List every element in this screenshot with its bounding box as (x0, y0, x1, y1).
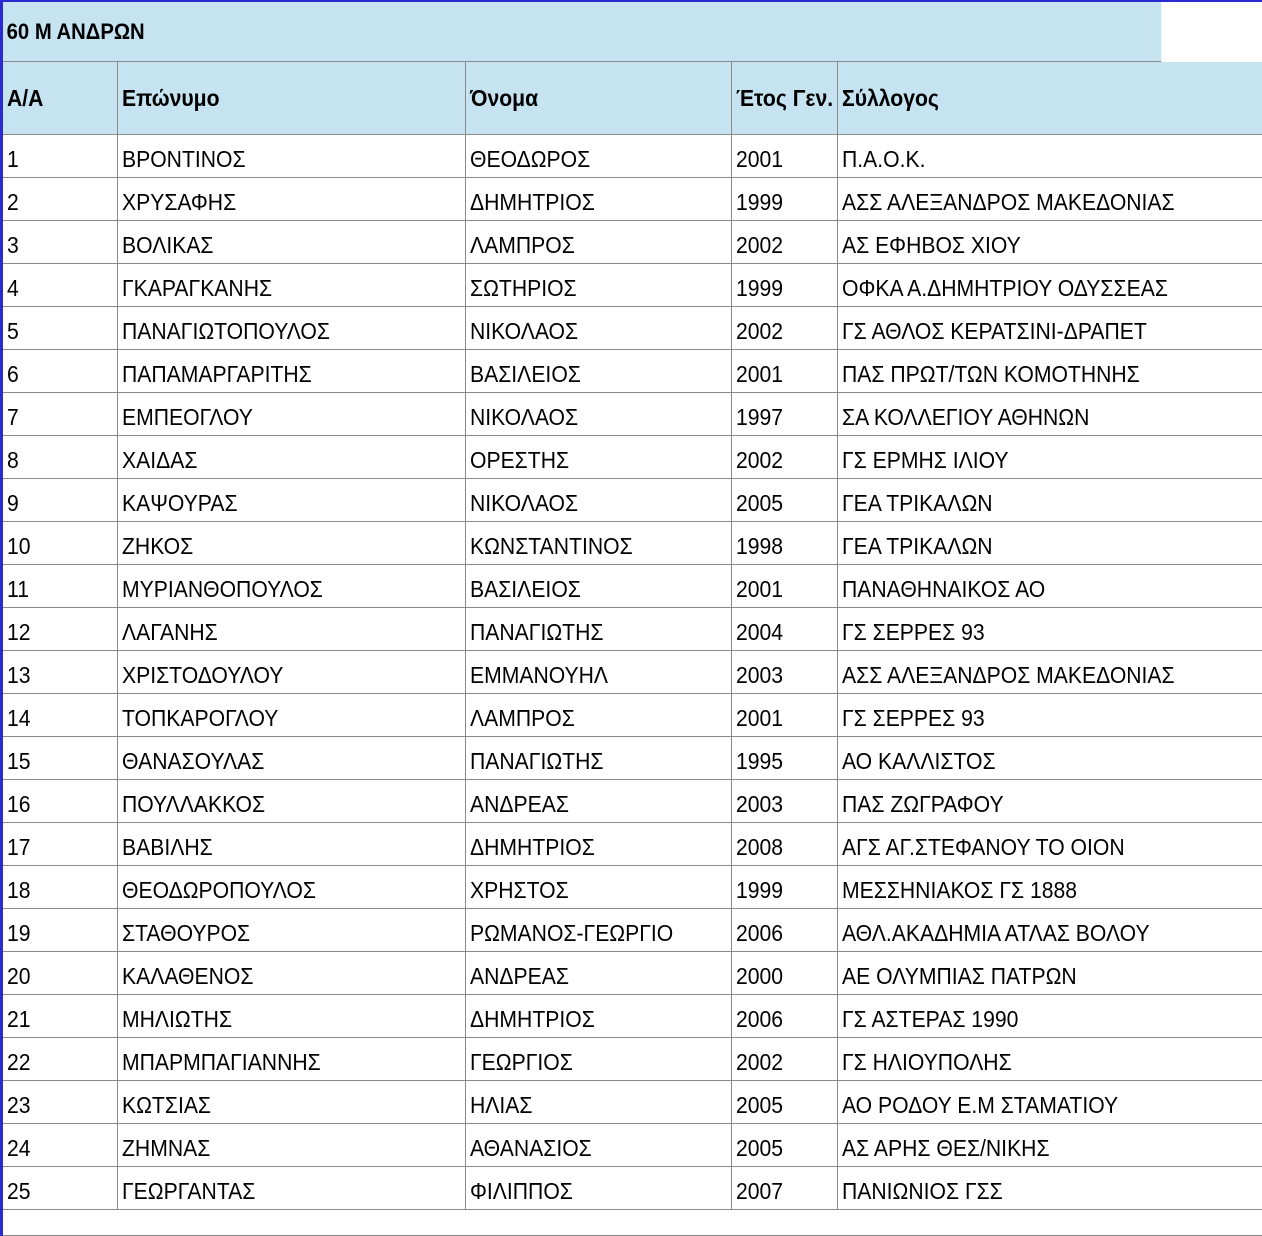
cell-club[interactable]: ΓΣ ΑΣΤΕΡΑΣ 1990 (837, 995, 1262, 1038)
table-row (3, 1038, 1262, 1081)
table-row (3, 995, 1262, 1038)
cell-aa[interactable]: 12 (3, 608, 117, 651)
table-row (3, 952, 1262, 995)
cell-year[interactable]: 2002 (731, 1038, 837, 1081)
cell-club[interactable]: ΑΣΣ ΑΛΕΞΑΝΔΡΟΣ ΜΑΚΕΔΟΝΙΑΣ (837, 651, 1262, 694)
cell-surname[interactable]: ΘΕΟΔΩΡΟΠΟΥΛΟΣ (117, 866, 465, 909)
cell-name[interactable]: ΓΕΩΡΓΙΟΣ (465, 1038, 731, 1081)
table-row (3, 522, 1262, 565)
cell-name[interactable]: ΝΙΚΟΛΑΟΣ (465, 307, 731, 350)
column-header-name[interactable]: Όνομα (465, 62, 731, 135)
cell-aa[interactable]: 11 (3, 565, 117, 608)
cell-aa[interactable]: 25 (3, 1167, 117, 1210)
cell-club[interactable]: ΓΣ ΕΡΜΗΣ ΙΛΙΟΥ (837, 436, 1262, 479)
cell-surname[interactable]: ΜΗΛΙΩΤΗΣ (117, 995, 465, 1038)
cell-club[interactable]: ΠΑΣ ΠΡΩΤ/ΤΩΝ ΚΟΜΟΤΗΝΗΣ (837, 350, 1262, 393)
column-header-club[interactable]: Σύλλογος (837, 62, 1262, 135)
cell-surname[interactable]: ΧΑΙΔΑΣ (117, 436, 465, 479)
header-row (3, 62, 1262, 135)
cell-club[interactable]: ΓΣ ΗΛΙΟΥΠΟΛΗΣ (837, 1038, 1262, 1081)
cell-name[interactable]: ΝΙΚΟΛΑΟΣ (465, 393, 731, 436)
cell-year[interactable]: 2008 (731, 823, 837, 866)
cell-name[interactable]: ΘΕΟΔΩΡΟΣ (465, 135, 731, 178)
cell-surname[interactable]: ΖΗΜΝΑΣ (117, 1124, 465, 1167)
table-row (3, 608, 1262, 651)
cell-surname[interactable]: ΠΟΥΛΛΑΚΚΟΣ (117, 780, 465, 823)
cell-aa[interactable]: 10 (3, 522, 117, 565)
cell-name[interactable]: ΠΑΝΑΓΙΩΤΗΣ (465, 608, 731, 651)
cell-aa[interactable]: 23 (3, 1081, 117, 1124)
cell-club[interactable]: ΑΣΣ ΑΛΕΞΑΝΔΡΟΣ ΜΑΚΕΔΟΝΙΑΣ (837, 178, 1262, 221)
cell-surname[interactable]: ΤΟΠΚΑΡΟΓΛΟΥ (117, 694, 465, 737)
cell-surname[interactable]: ΒΟΛΙΚΑΣ (117, 221, 465, 264)
cell-year[interactable]: 2003 (731, 651, 837, 694)
table-row (3, 307, 1262, 350)
cell-surname[interactable]: ΧΡΙΣΤΟΔΟΥΛΟΥ (117, 651, 465, 694)
cell-club[interactable]: ΑΟ ΚΑΛΛΙΣΤΟΣ (837, 737, 1262, 780)
cell-year[interactable]: 2002 (731, 436, 837, 479)
cell-surname[interactable]: ΜΠΑΡΜΠΑΓΙΑΝΝΗΣ (117, 1038, 465, 1081)
table-row (3, 565, 1262, 608)
cell-club[interactable]: ΓΕΑ ΤΡΙΚΑΛΩΝ (837, 522, 1262, 565)
cell-year[interactable]: 2002 (731, 221, 837, 264)
cell-aa[interactable]: 8 (3, 436, 117, 479)
cell-club[interactable]: ΓΣ ΑΘΛΟΣ ΚΕΡΑΤΣΙΝΙ-ΔΡΑΠΕΤ (837, 307, 1262, 350)
cell-name[interactable]: ΑΘΑΝΑΣΙΟΣ (465, 1124, 731, 1167)
cell-aa[interactable]: 13 (3, 651, 117, 694)
cell-aa[interactable]: 16 (3, 780, 117, 823)
cell-aa[interactable]: 14 (3, 694, 117, 737)
cell-club[interactable]: ΑΣ ΑΡΗΣ ΘΕΣ/ΝΙΚΗΣ (837, 1124, 1262, 1167)
cell-year[interactable]: 2004 (731, 608, 837, 651)
cell-club[interactable]: ΣΑ ΚΟΛΛΕΓΙΟΥ ΑΘΗΝΩΝ (837, 393, 1262, 436)
cell-aa[interactable]: 3 (3, 221, 117, 264)
cell-club[interactable]: ΑΕ ΟΛΥΜΠΙΑΣ ΠΑΤΡΩΝ (837, 952, 1262, 995)
cell-surname[interactable]: ΚΑΨΟΥΡΑΣ (117, 479, 465, 522)
table-row (3, 651, 1262, 694)
cell-year[interactable]: 2003 (731, 780, 837, 823)
cell-surname[interactable]: ΓΚΑΡΑΓΚΑΝΗΣ (117, 264, 465, 307)
table-row (3, 909, 1262, 952)
cell-aa[interactable]: 20 (3, 952, 117, 995)
cell-name[interactable]: ΣΩΤΗΡΙΟΣ (465, 264, 731, 307)
cell-club[interactable]: ΓΕΑ ΤΡΙΚΑΛΩΝ (837, 479, 1262, 522)
cell-year[interactable]: 2001 (731, 565, 837, 608)
table-row (3, 694, 1262, 737)
cell-year[interactable]: 1997 (731, 393, 837, 436)
cell-club[interactable]: ΟΦΚΑ Α.ΔΗΜΗΤΡΙΟΥ ΟΔΥΣΣΕΑΣ (837, 264, 1262, 307)
cell-club[interactable]: Π.Α.Ο.Κ. (837, 135, 1262, 178)
cell-club[interactable]: ΑΓΣ ΑΓ.ΣΤΕΦΑΝΟΥ ΤΟ ΟΙΟΝ (837, 823, 1262, 866)
table-row (3, 135, 1262, 178)
cell-surname[interactable]: ΚΑΛΑΘΕΝΟΣ (117, 952, 465, 995)
cell-name[interactable]: ΕΜΜΑΝΟΥΗΛ (465, 651, 731, 694)
cell-year[interactable]: 1999 (731, 264, 837, 307)
cell-club[interactable]: ΠΑΣ ΖΩΓΡΑΦΟΥ (837, 780, 1262, 823)
cell-aa[interactable]: 9 (3, 479, 117, 522)
cell-club[interactable]: ΜΕΣΣΗΝΙΑΚΟΣ ΓΣ 1888 (837, 866, 1262, 909)
table-row (3, 479, 1262, 522)
table-row (3, 393, 1262, 436)
cell-aa[interactable]: 2 (3, 178, 117, 221)
cell-name[interactable]: ΚΩΝΣΤΑΝΤΙΝΟΣ (465, 522, 731, 565)
cell-name[interactable]: ΛΑΜΠΡΟΣ (465, 694, 731, 737)
cell-year[interactable]: 1998 (731, 522, 837, 565)
cell-name[interactable]: ΑΝΔΡΕΑΣ (465, 780, 731, 823)
cell-name[interactable]: ΧΡΗΣΤΟΣ (465, 866, 731, 909)
table-row (3, 1124, 1262, 1167)
cell-surname[interactable]: ΖΗΚΟΣ (117, 522, 465, 565)
cell-year[interactable]: 1999 (731, 866, 837, 909)
cell-name[interactable]: ΡΩΜΑΝΟΣ-ΓΕΩΡΓΙΟ (465, 909, 731, 952)
table-row (3, 866, 1262, 909)
column-header-aa[interactable]: Α/Α (3, 62, 117, 135)
cell-aa[interactable]: 1 (3, 135, 117, 178)
cell-club[interactable]: ΠΑΝΙΩΝΙΟΣ ΓΣΣ (837, 1167, 1262, 1210)
table-row (3, 178, 1262, 221)
cell-surname[interactable]: ΒΡΟΝΤΙΝΟΣ (117, 135, 465, 178)
cell-surname[interactable]: ΣΤΑΘΟΥΡΟΣ (117, 909, 465, 952)
cell-name[interactable]: ΔΗΜΗΤΡΙΟΣ (465, 823, 731, 866)
column-header-surname[interactable]: Επώνυμο (117, 62, 465, 135)
cell-surname[interactable]: ΧΡΥΣΑΦΗΣ (117, 178, 465, 221)
table-row (3, 1167, 1262, 1210)
cell-aa[interactable]: 24 (3, 1124, 117, 1167)
table-row (3, 436, 1262, 479)
cell-surname[interactable]: ΘΑΝΑΣΟΥΛΑΣ (117, 737, 465, 780)
cell-aa[interactable]: 5 (3, 307, 117, 350)
cell-year[interactable]: 2001 (731, 135, 837, 178)
cell-year[interactable]: 2001 (731, 694, 837, 737)
table-row (3, 737, 1262, 780)
cell-aa[interactable]: 22 (3, 1038, 117, 1081)
table-row (3, 1081, 1262, 1124)
cell-club[interactable]: ΠΑΝΑΘΗΝΑΙΚΟΣ ΑΟ (837, 565, 1262, 608)
cell-club[interactable]: ΑΣ ΕΦΗΒΟΣ ΧΙΟΥ (837, 221, 1262, 264)
cell-surname[interactable]: ΠΑΠΑΜΑΡΓΑΡΙΤΗΣ (117, 350, 465, 393)
cell-surname[interactable]: ΛΑΓΑΝΗΣ (117, 608, 465, 651)
cell-aa[interactable]: 17 (3, 823, 117, 866)
cell-club[interactable]: ΑΘΛ.ΑΚΑΔΗΜΙΑ ΑΤΛΑΣ ΒΟΛΟΥ (837, 909, 1262, 952)
cell-aa[interactable]: 15 (3, 737, 117, 780)
cell-name[interactable]: ΟΡΕΣΤΗΣ (465, 436, 731, 479)
cell-club[interactable]: ΑΟ ΡΟΔΟΥ Ε.Μ ΣΤΑΜΑΤΙΟΥ (837, 1081, 1262, 1124)
table-row (3, 823, 1262, 866)
cell-surname[interactable]: ΚΩΤΣΙΑΣ (117, 1081, 465, 1124)
cell-surname[interactable]: ΠΑΝΑΓΙΩΤΟΠΟΥΛΟΣ (117, 307, 465, 350)
cell-surname[interactable]: ΕΜΠΕΟΓΛΟΥ (117, 393, 465, 436)
cell-year[interactable]: 2005 (731, 1081, 837, 1124)
cell-name[interactable]: ΔΗΜΗΤΡΙΟΣ (465, 178, 731, 221)
cell-year[interactable]: 1995 (731, 737, 837, 780)
table-row (3, 350, 1262, 393)
table-row (3, 264, 1262, 307)
cell-year[interactable]: 1999 (731, 178, 837, 221)
cell-aa[interactable]: 18 (3, 866, 117, 909)
cell-name[interactable]: ΔΗΜΗΤΡΙΟΣ (465, 995, 731, 1038)
sheet-title (3, 2, 1161, 62)
cell-club[interactable]: ΓΣ ΣΕΡΡΕΣ 93 (837, 608, 1262, 651)
cell-aa[interactable]: 21 (3, 995, 117, 1038)
cell-name[interactable]: ΑΝΔΡΕΑΣ (465, 952, 731, 995)
cell-aa[interactable]: 7 (3, 393, 117, 436)
cell-surname[interactable]: ΓΕΩΡΓΑΝΤΑΣ (117, 1167, 465, 1210)
cell-club[interactable]: ΓΣ ΣΕΡΡΕΣ 93 (837, 694, 1262, 737)
athletes-table (3, 62, 1262, 1210)
cell-year[interactable]: 2006 (731, 909, 837, 952)
column-header-year[interactable]: Έτος Γεν. (731, 62, 837, 135)
table-row (3, 780, 1262, 823)
cell-name[interactable]: ΒΑΣΙΛΕΙΟΣ (465, 350, 731, 393)
cell-year[interactable]: 2006 (731, 995, 837, 1038)
cell-year[interactable]: 2007 (731, 1167, 837, 1210)
cell-surname[interactable]: ΜΥΡΙΑΝΘΟΠΟΥΛΟΣ (117, 565, 465, 608)
table-row (3, 221, 1262, 264)
cell-year[interactable]: 2002 (731, 307, 837, 350)
sheet-title-text: 60 Μ ΑΝΔΡΩΝ (6, 18, 145, 44)
cell-year[interactable]: 2000 (731, 952, 837, 995)
cell-surname[interactable]: ΒΑΒΙΛΗΣ (117, 823, 465, 866)
cell-name[interactable]: ΒΑΣΙΛΕΙΟΣ (465, 565, 731, 608)
cell-name[interactable]: ΠΑΝΑΓΙΩΤΗΣ (465, 737, 731, 780)
cell-year[interactable]: 2005 (731, 1124, 837, 1167)
cell-aa[interactable]: 6 (3, 350, 117, 393)
cell-name[interactable]: ΦΙΛΙΠΠΟΣ (465, 1167, 731, 1210)
cell-name[interactable]: ΗΛΙΑΣ (465, 1081, 731, 1124)
cell-year[interactable]: 2005 (731, 479, 837, 522)
cell-aa[interactable]: 4 (3, 264, 117, 307)
cell-name[interactable]: ΝΙΚΟΛΑΟΣ (465, 479, 731, 522)
cell-name[interactable]: ΛΑΜΠΡΟΣ (465, 221, 731, 264)
cell-aa[interactable]: 19 (3, 909, 117, 952)
cell-year[interactable]: 2001 (731, 350, 837, 393)
